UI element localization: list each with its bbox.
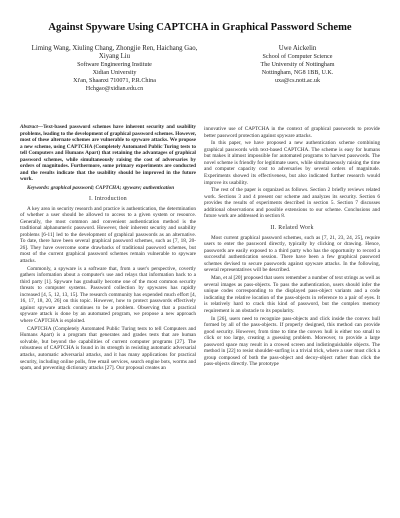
right-column: [204, 126, 380, 369]
body-paragraph: Most current graphical password schemes, such as [7, 21, 23, 24, 25], require users to enter the password directly, typically by clicking or drawing. Hence, passwords are easily exposed to a third party who has the opportunity to record a successful authentication session. There have been a few graphical password schemes devised to secure passwords against spyware attacks. In the following, several representatives will be described.: [204, 234, 380, 274]
keywords-text: graphical password; CAPTCHA; spyware; authentication: [50, 184, 175, 191]
author-email: uxa@cs.nott.ac.uk: [274, 78, 321, 84]
abstract: [20, 124, 196, 183]
keywords-label: Keywords:: [27, 184, 50, 191]
body-paragraph: In this paper, we have proposed a new authentication scheme combining graphical passwords with text-based CAPTCHA. The scheme is easy for humans but makes it almost impossible for automated programs to harvest passwords. The novel scheme is friendly for legitimate users, while simultaneously raising the time and computer capacity cost to adversaries by several orders of magnitude. Experiments showed its effectiveness, but also indicated further research would improve its usability.: [204, 140, 380, 186]
body-paragraph: The rest of the paper is organized as follows. Section 2 briefly reviews related work. Sections 3 and 4 present our scheme and analyzes its security. Section 6 provides the results of experiments described in section 5. Section 7 discusses additional observations and possible extensions to our scheme. Conclusions and future work are addressed in section 8.: [204, 187, 380, 220]
body-paragraph: CAPTCHA (Completely Automated Public Turing tests to tell Computers and Humans Apart) is a program that generates and grades tests that are human solvable, but beyond the capabilities of current computer programs [27]. The robustness of CAPTCHA is found in its strength in resisting automatic adversarial attacks, automatic adversarial attacks, and it has many applications for practical security, including online polls, free email services, search engine bots, worms and spam, and preventing dictionary attacks [27]. Our proposal creates an: [20, 325, 196, 372]
author-names: Uwe Aickelin: [278, 45, 317, 52]
body-paragraph: In [26], users need to recognize pass-objects and click inside the convex hull formed by all of the pass-objects. If properly designed, this method can provide good security. However, from time to time the convex hull is either too small to click or too large, creating a guessing problem. Moreover, to provide a large password space may result in a crowed screen and indistinguishable objects. The method in [22] to resist shoulder-surfing is a trivial trick, where a user must click a group composed of both the pass-object and decoy-object rather than click the pass-objects directly. The prototype: [204, 315, 380, 368]
author-affiliation: Software Engineering Institute: [77, 62, 152, 68]
body-paragraph: Man, et al [20] proposed that users remember a number of text strings as well as several images as pass-objects. To pass the authentication, users should infer the unique codes corresponding to the displayed pass-object variants and a code indicating the relative location of the pass-objects in reference to a pair of eyes. It is relatively hard to crack this kind of password, but the complex memory requirement is an obstacle to its popularity.: [204, 275, 380, 314]
author-names: Liming Wang, Xiuling Chang, Zhongjie Ren, Haichang Gao, Xiyang Liu: [31, 45, 198, 60]
body-paragraph: A key area in security research and practice is authentication, the determination of whether a user should be allowed to access to a given system or resource. Generally, the most common and convenient authentication method is the traditional alphanumeric password. However, their inherent security and usability problems [6-11] led to the development of graphical passwords as an alternative. To date, there have been several graphical password schemes, such as [7, 18, 20-26]. They have overcome some drawbacks of traditional password schemes, but most of the current graphical password schemes remain vulnerable to spyware attacks.: [20, 205, 196, 264]
author-affiliation: School of Computer Science: [262, 54, 333, 60]
author-address: Xi'an, Shaanxi 710071, P.R.China: [73, 78, 156, 84]
body-paragraph: Commonly, a spyware is a software that, from a user's perspective, covertly gathers information about a computer's use and relays that information back to a third party [1]. Spyware has gradually become one of the most common security threats to computer systems. Password collection by spywares has rapidly increased [4, 5, 12, 13, 15]. The research community has expended much effort [4, 16, 17, 18, 20, 26] on this topic. However, how to protect passwords effectively against spyware attack continues to be a problem. Observing that a practical spyware attack is done by an automated program, we propose a new approach where CAPTCHA is exploited.: [20, 265, 196, 325]
author-institution: The University of Nottingham: [260, 62, 335, 68]
author-block-left: [22, 45, 207, 93]
paper-title: Against Spyware Using CAPTCHA in Graphical Password Scheme: [48, 22, 352, 33]
section-heading-introduction: I. Introduction: [89, 196, 127, 202]
keywords: [20, 185, 196, 192]
author-block-right: [205, 45, 390, 85]
author-email: Hchgao@xidian.edu.cn: [85, 86, 144, 92]
author-address: Nottingham, NG8 1BB, U.K.: [261, 70, 334, 76]
abstract-label: Abstract—: [20, 124, 44, 130]
abstract-text: Text-based password schemes have inherent security and usability problems, leading to the development of graphical password schemes. However, most of these alternate schemes are vulnerable to spyware attacks. We propose a new scheme, using CAPTCHA (Completely Automated Public Turing tests to tell Computers and Humans Apart) that retaining the advantages of graphical password schemes, while simultaneously raising the cost of adversaries by orders of magnitudes. Furthermore, some primary experiments are conducted and the results indicate that the usability should be improved in the future work.: [20, 124, 196, 182]
author-institution: Xidian University: [92, 70, 137, 76]
body-paragraph: innovative use of CAPTCHA in the context of graphical passwords to provide better password protection against spyware attacks.: [204, 126, 380, 139]
left-column: [20, 124, 196, 373]
section-heading-related-work: II. Related Work: [270, 225, 314, 232]
